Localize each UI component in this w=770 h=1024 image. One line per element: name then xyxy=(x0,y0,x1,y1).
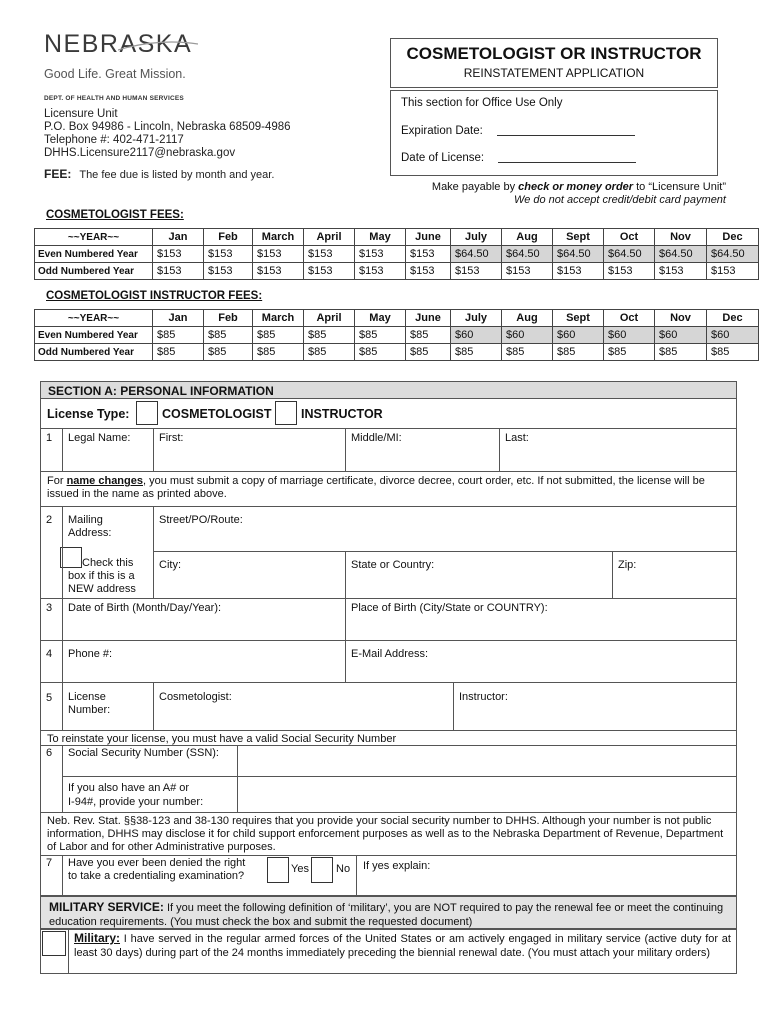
military-service-text: If you meet the following definition of ‘military’, you are NOT required to pay the renewal fee or meet the continuing education requirements. (You must check the box and submit the requested document) xyxy=(49,902,724,928)
city-label: City: xyxy=(159,559,181,571)
fee-cell: $85 xyxy=(502,344,553,361)
month-header: July xyxy=(451,310,502,327)
fee-cell: $85 xyxy=(253,327,304,344)
month-header: Dec xyxy=(707,229,759,246)
col-divider xyxy=(153,428,154,471)
payable-line: Make payable by check or money order to “Licensure Unit” xyxy=(431,181,726,193)
fee-header-row xyxy=(35,310,759,327)
military-definition xyxy=(74,931,731,960)
fee-cell: $64.50 xyxy=(553,246,604,263)
month-header: Nov xyxy=(655,229,707,246)
row-number: 5 xyxy=(46,692,53,704)
month-header: March xyxy=(253,229,304,246)
phone-label: Phone #: xyxy=(68,648,113,660)
instructor-fees-title: COSMETOLOGIST INSTRUCTOR FEES: xyxy=(46,290,263,302)
row-divider xyxy=(40,428,737,429)
row-divider xyxy=(40,506,737,507)
fee-cell: $153 xyxy=(502,263,553,280)
instructor-checkbox[interactable] xyxy=(275,401,297,425)
col-divider xyxy=(612,551,613,598)
col-divider xyxy=(356,855,357,896)
fee-cell: $85 xyxy=(304,344,355,361)
yes-label: Yes xyxy=(291,863,309,875)
fee-row-even xyxy=(35,327,759,344)
month-header: Feb xyxy=(204,310,253,327)
dob-label: Date of Birth (Month/Day/Year): xyxy=(68,602,222,614)
cosmetologist-fees-title: COSMETOLOGIST FEES: xyxy=(46,209,184,221)
fee-cell: $85 xyxy=(406,344,451,361)
instructor-license-label: Instructor: xyxy=(459,691,508,703)
month-header: April xyxy=(304,310,355,327)
fee-cell: $60 xyxy=(707,327,759,344)
col-divider xyxy=(499,428,500,471)
row-divider xyxy=(40,730,737,731)
no-checkbox[interactable] xyxy=(311,857,333,883)
fee-row-odd xyxy=(35,344,759,361)
office-use-label: This section for Office Use Only xyxy=(401,97,563,109)
logo-dept-name: DEPT. OF HEALTH AND HUMAN SERVICES xyxy=(44,95,184,102)
col-divider xyxy=(237,745,238,812)
date-of-license-row xyxy=(401,144,707,171)
fee-cell: $85 xyxy=(451,344,502,361)
street-label: Street/PO/Route: xyxy=(159,514,243,526)
fee-cell: $60 xyxy=(451,327,502,344)
military-service-title: MILITARY SERVICE: xyxy=(49,900,164,914)
month-header: Nov xyxy=(655,310,707,327)
office-use-box xyxy=(390,90,718,176)
fee-cell: $153 xyxy=(204,263,253,280)
col-divider xyxy=(62,745,63,812)
month-header: Aug xyxy=(502,229,553,246)
licensure-unit-address xyxy=(44,108,291,160)
col-divider xyxy=(345,640,346,682)
row-divider xyxy=(153,551,737,552)
month-header: Dec xyxy=(707,310,759,327)
row-label: Odd Numbered Year xyxy=(35,344,153,361)
license-number-label: License Number: xyxy=(68,691,111,716)
form-title-box xyxy=(390,38,718,88)
date-of-license-field[interactable] xyxy=(498,153,636,163)
fee-cell: $85 xyxy=(406,327,451,344)
cosmetologist-checkbox[interactable] xyxy=(136,401,158,425)
no-label: No xyxy=(336,863,351,875)
fee-cell: $153 xyxy=(304,246,355,263)
row-label: Odd Numbered Year xyxy=(35,263,153,280)
month-header: Sept xyxy=(553,229,604,246)
row-divider xyxy=(40,471,737,472)
date-of-license-label: Date of License: xyxy=(401,151,485,164)
row-divider xyxy=(40,682,737,683)
email-label: E-Mail Address: xyxy=(351,648,429,660)
military-checkbox[interactable] xyxy=(42,931,66,956)
fee-cell: $60 xyxy=(604,327,655,344)
license-type-label: License Type: xyxy=(47,407,130,421)
row-divider xyxy=(40,812,737,813)
name-change-note: For name changes, you must submit a copy of marriage certificate, divorce decree, court order, etc. If not submitted, the license will be issued in the name as printed above. xyxy=(47,475,705,500)
row-divider xyxy=(62,776,737,777)
fee-cell: $85 xyxy=(153,344,204,361)
form-title: COSMETOLOGIST OR INSTRUCTOR xyxy=(406,44,702,63)
no-cards-note: We do not accept credit/debit card payment xyxy=(514,194,726,206)
alien-number-label: If you also have an A# or I-94#, provide your number: xyxy=(68,782,204,808)
address-email[interactable]: DHHS.Licensure2117@nebraska.gov xyxy=(44,147,236,159)
logo-tagline: Good Life. Great Mission. xyxy=(44,67,186,81)
col-divider xyxy=(62,640,63,682)
address-line: P.O. Box 94986 - Lincoln, Nebraska 68509-4986 xyxy=(44,121,291,133)
month-header: Feb xyxy=(204,229,253,246)
fee-cell: $153 xyxy=(406,263,451,280)
state-country-label: State or Country: xyxy=(351,559,435,571)
fee-cell: $85 xyxy=(355,327,406,344)
military-def-text: I have served in the regular armed forces of the United States or am actively engaged in military service (active duty for at least 30 days) during part of the 24 months immediately preceding the biennial renewal date. (You must attach your military orders) xyxy=(74,933,731,959)
month-header: June xyxy=(406,229,451,246)
fee-cell: $64.50 xyxy=(707,246,759,263)
fee-cell: $60 xyxy=(502,327,553,344)
fee-cell: $60 xyxy=(655,327,707,344)
fee-cell: $64.50 xyxy=(604,246,655,263)
ssn-label: Social Security Number (SSN): xyxy=(68,747,219,759)
yes-checkbox[interactable] xyxy=(267,857,289,883)
fee-text: The fee due is listed by month and year. xyxy=(79,169,275,181)
fee-header-row xyxy=(35,229,759,246)
row-divider xyxy=(40,745,737,746)
fee-cell: $85 xyxy=(204,344,253,361)
fee-cell: $85 xyxy=(553,344,604,361)
row-number: 1 xyxy=(46,432,53,444)
fee-cell: $153 xyxy=(451,263,502,280)
fee-cell: $64.50 xyxy=(655,246,707,263)
col-divider xyxy=(345,551,346,640)
payment-instructions xyxy=(432,181,726,207)
cosmetologist-option-label: COSMETOLOGIST xyxy=(162,407,272,421)
month-header: Jan xyxy=(153,229,204,246)
fee-cell: $153 xyxy=(707,263,759,280)
row-number: 6 xyxy=(46,747,53,759)
month-header: May xyxy=(355,310,406,327)
military-def-label: Military: xyxy=(74,931,121,945)
row-label: Even Numbered Year xyxy=(35,246,153,263)
fee-cell: $85 xyxy=(604,344,655,361)
fee-cell: $64.50 xyxy=(451,246,502,263)
month-header: Oct xyxy=(604,229,655,246)
col-divider xyxy=(453,682,454,730)
row-number: 2 xyxy=(46,514,53,526)
month-header: March xyxy=(253,310,304,327)
col-divider xyxy=(153,506,154,598)
explain-label: If yes explain: xyxy=(363,860,431,872)
year-header: ~~YEAR~~ xyxy=(35,229,153,246)
fee-cell: $85 xyxy=(304,327,355,344)
form-subtitle: REINSTATEMENT APPLICATION xyxy=(463,66,645,80)
expiration-date-label: Expiration Date: xyxy=(401,124,483,137)
fee-cell: $153 xyxy=(204,246,253,263)
statute-note: Neb. Rev. Stat. §§38-123 and 38-130 requires that you provide your social security number to DHHS. Although your number is not public information, DHHS may disclose it for child support enforcement purposes as well as to the Nebraska Department of Revenue, Department of Labor and for other Administrative purposes. xyxy=(47,815,724,853)
month-header: Jan xyxy=(153,310,204,327)
month-header: Sept xyxy=(553,310,604,327)
fee-note xyxy=(44,167,274,181)
fee-row-odd xyxy=(35,263,759,280)
denied-exam-question: Have you ever been denied the right to take a credentialing examination? xyxy=(68,857,246,882)
col-divider xyxy=(62,682,63,730)
fee-cell: $153 xyxy=(355,246,406,263)
fee-cell: $85 xyxy=(204,327,253,344)
month-header: Oct xyxy=(604,310,655,327)
fee-cell: $153 xyxy=(153,246,204,263)
address-line: Telephone #: 402-471-2117 xyxy=(44,134,184,146)
fee-cell: $85 xyxy=(253,344,304,361)
military-service-header xyxy=(40,896,737,929)
first-name-label: First: xyxy=(159,432,184,444)
fee-cell: $85 xyxy=(655,344,707,361)
fee-cell: $153 xyxy=(253,246,304,263)
fee-cell: $153 xyxy=(304,263,355,280)
fee-row-even xyxy=(35,246,759,263)
row-number: 4 xyxy=(46,648,53,660)
mailing-address-label: Mailing Address: xyxy=(68,514,112,539)
col-divider xyxy=(345,428,346,471)
row-number: 3 xyxy=(46,602,53,614)
legal-name-label: Legal Name: xyxy=(68,432,131,444)
month-header: April xyxy=(304,229,355,246)
col-divider xyxy=(68,929,69,974)
fee-cell: $153 xyxy=(253,263,304,280)
row-label: Even Numbered Year xyxy=(35,327,153,344)
nebraska-logo-wordmark: NEBRASKA xyxy=(44,30,193,58)
fee-cell: $64.50 xyxy=(502,246,553,263)
fee-label: FEE: xyxy=(44,167,72,181)
month-header: July xyxy=(451,229,502,246)
row-divider xyxy=(40,598,737,599)
cosmetologist-fee-table xyxy=(34,228,759,280)
fee-cell: $153 xyxy=(655,263,707,280)
expiration-date-row xyxy=(401,117,707,144)
col-divider xyxy=(62,428,63,471)
fee-cell: $153 xyxy=(604,263,655,280)
section-a-header: SECTION A: PERSONAL INFORMATION xyxy=(40,381,737,399)
middle-name-label: Middle/MI: xyxy=(351,432,402,444)
row-divider xyxy=(40,640,737,641)
fee-cell: $153 xyxy=(153,263,204,280)
month-header: June xyxy=(406,310,451,327)
ssn-notice: To reinstate your license, you must have a valid Social Security Number xyxy=(47,733,397,745)
col-divider xyxy=(62,506,63,640)
address-line: Licensure Unit xyxy=(44,108,118,120)
new-address-label: Check this box if this is a NEW address xyxy=(68,557,136,595)
fee-cell: $153 xyxy=(355,263,406,280)
fee-cell: $153 xyxy=(553,263,604,280)
row-number: 7 xyxy=(46,857,53,869)
cosmetologist-license-label: Cosmetologist: xyxy=(159,691,232,703)
expiration-date-field[interactable] xyxy=(497,126,635,136)
instructor-option-label: INSTRUCTOR xyxy=(301,407,383,421)
logo-swoosh-icon xyxy=(118,40,198,52)
fee-cell: $60 xyxy=(553,327,604,344)
fee-cell: $153 xyxy=(406,246,451,263)
year-header: ~~YEAR~~ xyxy=(35,310,153,327)
month-header: May xyxy=(355,229,406,246)
fee-cell: $85 xyxy=(707,344,759,361)
col-divider xyxy=(62,855,63,896)
month-header: Aug xyxy=(502,310,553,327)
zip-label: Zip: xyxy=(618,559,637,571)
fee-cell: $85 xyxy=(355,344,406,361)
instructor-fee-table xyxy=(34,309,759,361)
fee-cell: $85 xyxy=(153,327,204,344)
last-name-label: Last: xyxy=(505,432,529,444)
pob-label: Place of Birth (City/State or COUNTRY): xyxy=(351,602,548,614)
row-divider xyxy=(40,855,737,856)
col-divider xyxy=(153,682,154,730)
